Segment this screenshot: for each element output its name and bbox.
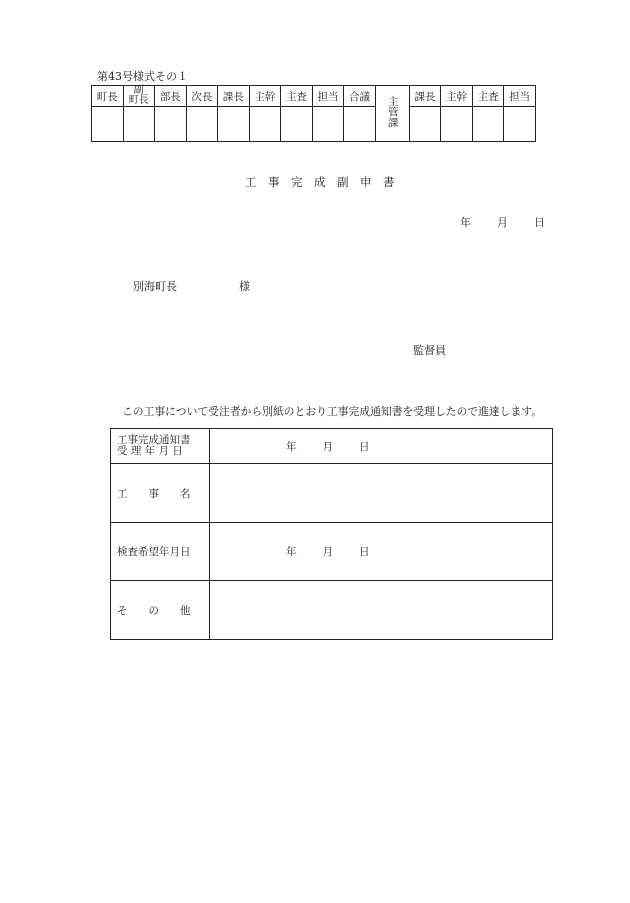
- stamp-cell: [92, 107, 124, 142]
- stamp-cell: [312, 107, 344, 142]
- sender-title: 監督員: [413, 344, 446, 357]
- other-value: [210, 581, 553, 640]
- construction-name-label: 工 事 名: [111, 464, 210, 523]
- stamp-cell: [472, 107, 504, 142]
- addressee-honorific: 様: [239, 280, 250, 293]
- stamp-header-director: 部長: [155, 86, 187, 107]
- document-date: [460, 214, 545, 230]
- inspection-date-value: 年 月 日: [210, 523, 553, 581]
- construction-name-value: [210, 464, 553, 523]
- stamp-header-section-chief-2: 課長: [409, 86, 441, 107]
- received-date-label: 工事完成通知書 受 理 年 月 日: [111, 429, 210, 464]
- stamp-header-staff-2: 担当: [504, 86, 536, 107]
- stamp-cell: [409, 107, 441, 142]
- date-year: 年: [460, 216, 471, 229]
- form-number: 第43号様式その１: [97, 70, 188, 83]
- stamp-header-consultation: 合議: [344, 86, 376, 107]
- stamp-header-section-chief: 課長: [218, 86, 250, 107]
- statement-text: この工事について受注者から別紙のとおり工事完成通知書を受理したので進達します。: [122, 405, 542, 418]
- stamp-header-deputy-director: 次長: [186, 86, 218, 107]
- addressee-name: 別海町長: [133, 280, 177, 293]
- stamp-header-staff: 担当: [312, 86, 344, 107]
- inspection-date-label: 検査希望年月日: [111, 523, 210, 581]
- stamp-cell: [344, 107, 376, 142]
- stamp-cell: [186, 107, 218, 142]
- stamp-header-manager-2: 主幹: [441, 86, 473, 107]
- stamp-cell: [504, 107, 536, 142]
- approval-stamp-table: [91, 85, 536, 142]
- stamp-cell: [281, 107, 313, 142]
- date-month: 月: [497, 216, 508, 229]
- stamp-cell: [123, 107, 155, 142]
- stamp-cell: [155, 107, 187, 142]
- stamp-cell: [218, 107, 250, 142]
- stamp-header-inspector-2: 主査: [472, 86, 504, 107]
- received-date-value: 年 月 日: [210, 429, 553, 464]
- date-day: 日: [534, 216, 545, 229]
- stamp-header-manager: 主幹: [249, 86, 281, 107]
- stamp-header-deputy-mayor: 副 町長: [123, 86, 155, 107]
- info-table: [110, 428, 553, 640]
- stamp-header-inspector: 主査: [281, 86, 313, 107]
- stamp-cell: [441, 107, 473, 142]
- stamp-header-main-department: 主管課: [375, 86, 409, 142]
- stamp-cell: [249, 107, 281, 142]
- other-label: そ の 他: [111, 581, 210, 640]
- stamp-header-mayor: 町長: [92, 86, 124, 107]
- document-title: 工 事 完 成 副 申 書: [245, 175, 395, 189]
